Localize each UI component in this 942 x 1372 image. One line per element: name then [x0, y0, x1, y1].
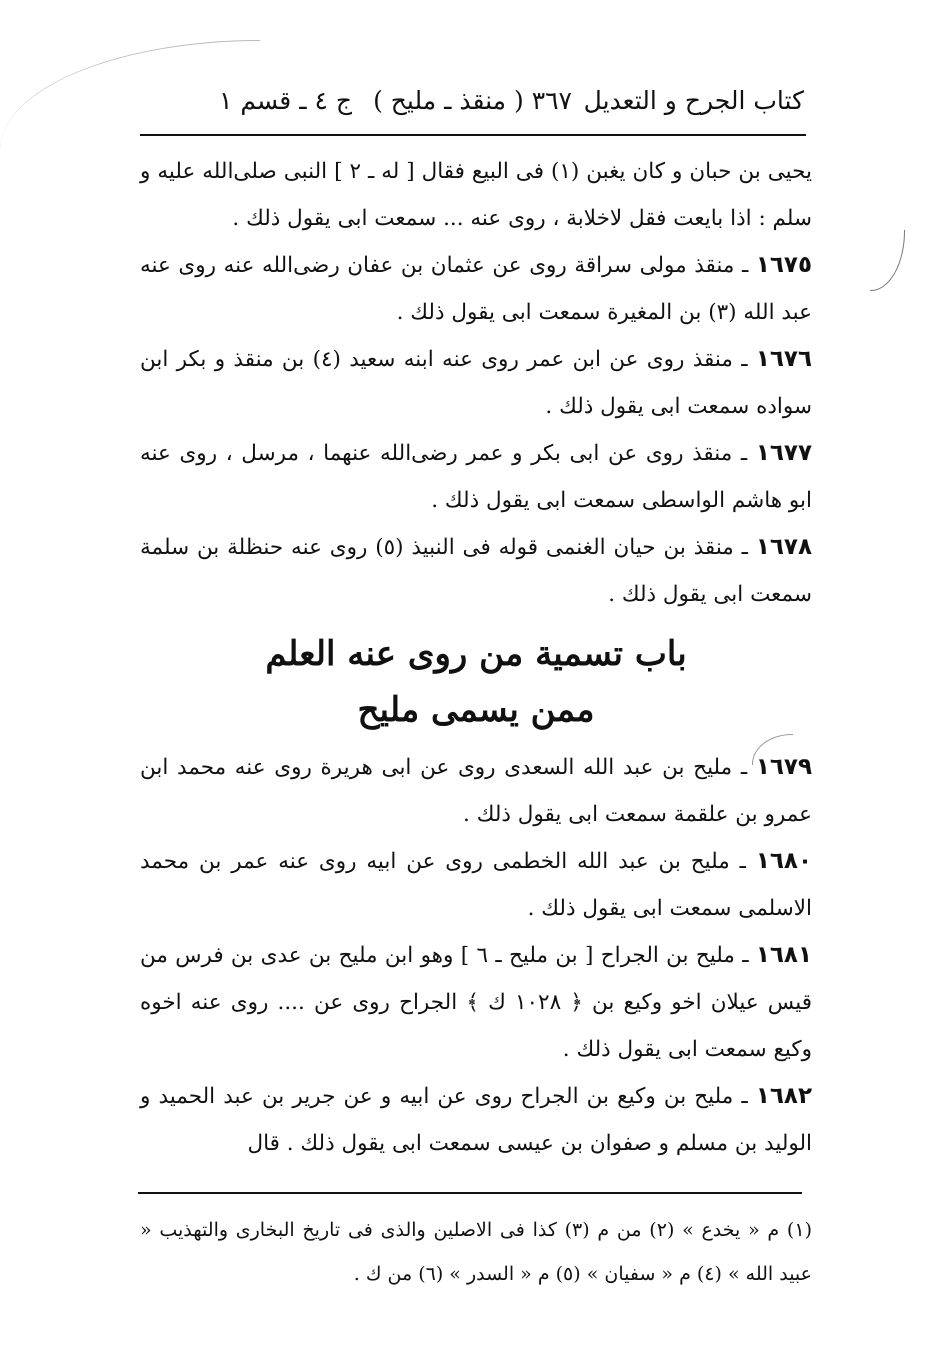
section-heading-line-2: ممن يسمى مليح	[357, 690, 595, 730]
entry-text: ـ مليح بن وكيع بن الجراح روى عن ابيه و عن جرير بن عبد الحميد و الوليد بن مسلم و صفوان بن عيسى سمعت ابى يقول ذلك . قال	[140, 1084, 812, 1156]
footnote-divider	[138, 1192, 802, 1194]
entry-text: يحيى بن حبان و كان يغبن (١) فى البيع فقال [ له ـ ٢ ] النبى صلى‌الله عليه و سلم : اذا بايعت فقل لاخلابة ، روى عنه ... سمعت ابى يقول ذلك .	[140, 159, 812, 231]
page-number-range: ٣٦٧ ( منقذ ـ مليح )	[373, 86, 572, 115]
entry-1676	[140, 336, 812, 430]
entry-text: ـ مليح بن عبد الله الخطمى روى عن ابيه روى عنه عمر بن محمد الاسلمى سمعت ابى يقول ذلك .	[140, 849, 812, 921]
entry-1679	[140, 744, 812, 838]
entry-number: ١٦٨٠	[755, 848, 812, 874]
entry-1682	[140, 1073, 812, 1167]
scan-mark	[0, 40, 260, 151]
entry-text: ـ منقذ روى عن ابن عمر روى عنه ابنه سعيد (٤) بن منقذ و بكر ابن سواده سمعت ابى يقول ذلك .	[140, 347, 812, 419]
entry-continuation	[140, 148, 812, 242]
entry-1680	[140, 838, 812, 932]
book-title: كتاب الجرح و التعديل	[583, 86, 804, 115]
entry-text: ـ منقذ مولى سراقة روى عن عثمان بن عفان رضى‌الله عنه روى عنه عبد الله (٣) بن المغيرة سمعت ابى يقول ذلك .	[140, 253, 812, 325]
entry-number: ١٦٧٦	[755, 346, 812, 372]
entry-text: ـ منقذ روى عن ابى بكر و عمر رضى‌الله عنهما ، مرسل ، روى عنه ابو هاشم الواسطى سمعت ابى يقول ذلك .	[140, 441, 812, 513]
volume-part: ج ٤ ـ قسم ١	[218, 86, 352, 115]
entry-number: ١٦٨١	[755, 942, 812, 968]
entry-1681	[140, 932, 812, 1073]
entry-number: ١٦٧٥	[755, 252, 812, 278]
footnotes: (١) م « يخدع » (٢) من م (٣) كذا فى الاصلين والذى فى تاريخ البخارى والتهذيب « عبيد الله » (٤) م « سفيان » (٥) م « السدر » (٦) من ك .	[140, 1219, 812, 1285]
entry-number: ١٦٧٧	[755, 440, 812, 466]
entry-1675	[140, 242, 812, 336]
entry-text: ـ منقذ بن حيان الغنمى قوله فى النبيذ (٥) روى عنه حنظلة بن سلمة سمعت ابى يقول ذلك .	[140, 535, 812, 607]
section-heading-line-1: باب تسمية من روى عنه العلم	[265, 634, 687, 674]
entry-1678	[140, 524, 812, 618]
scan-mark	[870, 230, 905, 291]
entry-number: ١٦٧٩	[755, 754, 812, 780]
main-text	[140, 148, 812, 1167]
section-heading	[140, 626, 812, 738]
entry-number: ١٦٨٢	[755, 1083, 812, 1109]
entry-text: ـ مليح بن الجراح [ بن مليح ـ ٦ ] وهو ابن مليح بن عدى بن فرس من قيس عيلان اخو وكيع بن ﴿ ١٠٢٨ ك ﴾ الجراح روى عن .... روى عنه اخوه وكيع سمعت ابى يقول ذلك .	[140, 943, 812, 1062]
entry-1677	[140, 430, 812, 524]
entry-number: ١٦٧٨	[755, 534, 812, 560]
entry-text: ـ مليح بن عبد الله السعدى روى عن ابى هريرة روى عنه محمد ابن عمرو بن علقمة سمعت ابى يقول ذلك .	[140, 755, 812, 827]
